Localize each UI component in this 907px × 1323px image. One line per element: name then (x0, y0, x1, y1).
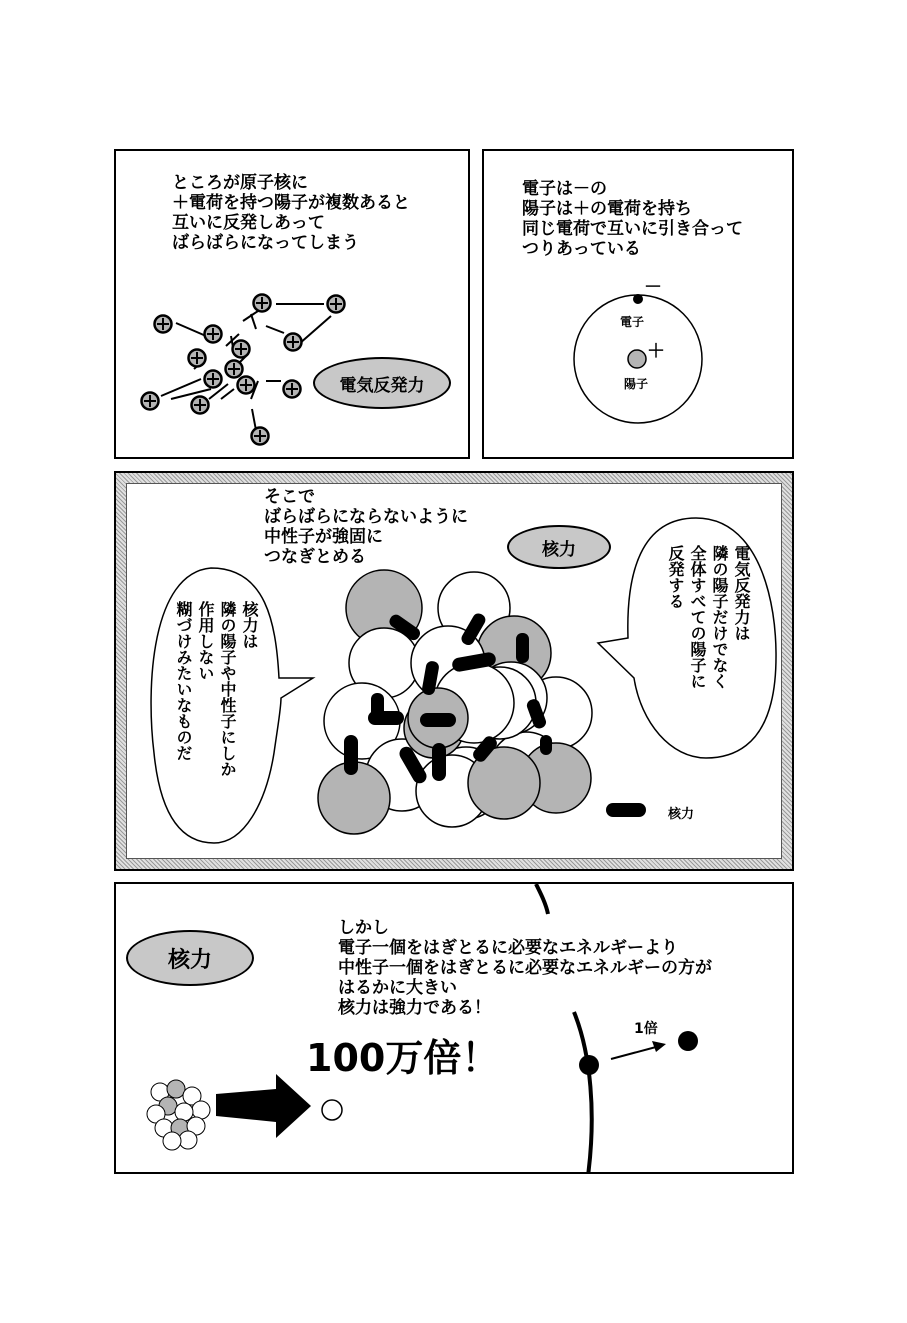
panel-nuclear-force (114, 471, 794, 871)
panel1-narration: ところが原子核に ＋電荷を持つ陽子が複数あると 互いに反発しあって ばらばらになってしまう (172, 173, 410, 253)
right-bubble-text: 電気反発力は 隣の陽子だけでなく 全体すべての陽子に 反発する (666, 545, 751, 689)
panel4-narration: しかし 電子一個をはぎとるに必要なエネルギーより 中性子一個をはぎとるに必要なエネルギーの方が はるかに大きい 核力は強力である！ (338, 918, 712, 1018)
plus-sign: ＋ (647, 341, 665, 362)
panel-strength (114, 882, 794, 1174)
panel2-narration: 電子は－の 陽子は＋の電荷を持ち 同じ電荷で互いに引き合って つりあっている (522, 179, 743, 259)
orbit-arc-bottom (574, 1012, 592, 1174)
proton-dot (628, 350, 646, 368)
nuclear-force-label-2: 核力 (126, 930, 254, 986)
electron-dot (633, 294, 643, 304)
electron-label: 電子 (620, 315, 645, 329)
neutron-removed (322, 1100, 342, 1120)
big-arrow (216, 1074, 311, 1138)
electron-original (579, 1055, 599, 1075)
million-times-text: 100万倍！ (306, 1036, 500, 1080)
nuclear-force-label: 核力 (507, 525, 611, 569)
one-times-label: 1倍 (634, 1021, 658, 1037)
orbit-arc-top (536, 884, 548, 914)
panel-atom (482, 149, 794, 459)
legend-bond-swatch (606, 803, 646, 817)
nucleus-cluster (318, 570, 592, 834)
small-arrow (611, 1047, 656, 1059)
panel-repulsion (114, 149, 470, 459)
atom-diagram (484, 151, 794, 459)
small-nucleus (147, 1080, 210, 1150)
electron-removed (678, 1031, 698, 1051)
panel3-narration: そこで ばらばらにならないように 中性子が強固に つなぎとめる (264, 487, 468, 567)
electric-repulsion-label: 電気反発力 (313, 357, 451, 409)
left-bubble-text: 核力は 隣の陽子や中性子にしか 作用しない 糊づけみたいなものだ (174, 601, 259, 777)
minus-sign: － (644, 277, 662, 298)
proton-label: 陽子 (624, 377, 649, 391)
repulsion-diagram (116, 151, 470, 459)
legend-label: 核力 (668, 807, 695, 822)
